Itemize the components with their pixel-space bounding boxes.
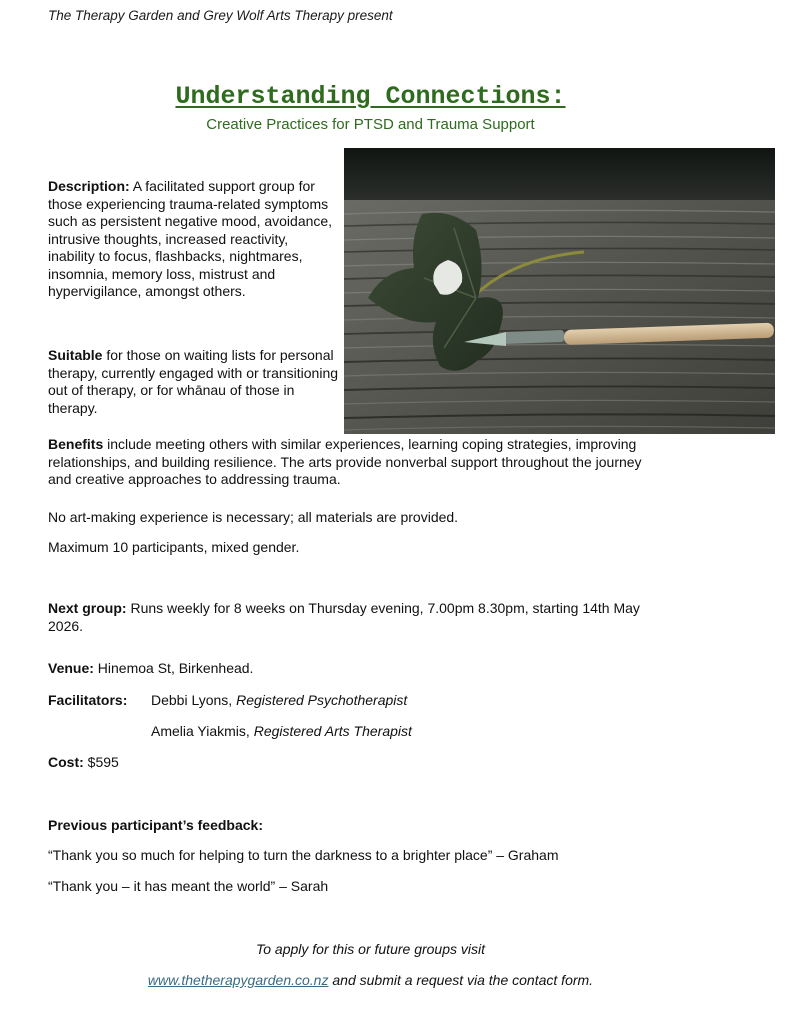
facilitator-role: Registered Arts Therapist <box>253 723 412 739</box>
facilitator-name: Debbi Lyons, <box>151 692 237 708</box>
suitable-text: for those on waiting lists for personal therapy, currently engaged with or transitioning out of therapy, or for whānau of those in therapy. <box>48 347 339 416</box>
facilitator-2 <box>151 723 412 741</box>
next-group-text: Runs weekly for 8 weeks on Thursday evening, 7.00pm 8.30pm, starting 14th May 2026. <box>48 600 640 634</box>
benefits-text: include meeting others with similar experiences, learning coping strategies, improving relationships, and building resilience. The arts provide nonverbal support throughout the journey and creative approaches to addressing trauma. <box>48 436 642 487</box>
suitable-paragraph <box>48 347 338 417</box>
page-subtitle: Creative Practices for PTSD and Trauma Support <box>206 116 535 133</box>
benefits-paragraph <box>48 436 648 489</box>
suitable-label: Suitable <box>48 347 103 363</box>
apply-line: To apply for this or future groups visit <box>255 941 486 957</box>
leaf-paintbrush-photo <box>344 148 775 434</box>
feedback-quote: “Thank you – it has meant the world” – Sarah <box>48 878 329 894</box>
facilitators-label: Facilitators: <box>48 692 128 708</box>
facilitator-role: Registered Psychotherapist <box>236 692 408 708</box>
description-label: Description: <box>48 178 130 194</box>
cost-label: Cost: <box>48 754 84 770</box>
feedback-heading: Previous participant’s feedback: <box>48 817 263 833</box>
no-experience-note: No art-making experience is necessary; all materials are provided. <box>48 509 459 525</box>
cost-value: $595 <box>83 754 119 770</box>
feedback-quote: “Thank you so much for helping to turn the darkness to a brighter place” – Graham <box>48 847 559 863</box>
description-paragraph <box>48 178 333 301</box>
description-text: A facilitated support group for those experiencing trauma-related symptoms such as persistent negative mood, avoidance, intrusive thoughts, increased reactivity, inability to focus, flashbacks, nightmares, insomnia, memory loss, mistrust and hypervigilance, amongst others. <box>48 178 333 299</box>
cost-line <box>48 754 119 772</box>
facilitator-name: Amelia Yiakmis, <box>151 723 254 739</box>
benefits-label: Benefits <box>48 436 104 452</box>
next-group-paragraph <box>48 600 658 635</box>
apply-instructions: and submit a request via the contact form. <box>328 972 594 988</box>
page-title: Understanding Connections: <box>175 82 566 111</box>
next-group-label: Next group: <box>48 600 127 616</box>
venue-label: Venue: <box>48 660 94 676</box>
facilitator-1 <box>151 692 407 710</box>
website-link[interactable]: www.thetherapygarden.co.nz <box>147 972 329 988</box>
venue-text: Hinemoa St, Birkenhead. <box>93 660 254 676</box>
venue-line <box>48 660 253 678</box>
max-participants-note: Maximum 10 participants, mixed gender. <box>48 539 300 555</box>
presenter-line: The Therapy Garden and Grey Wolf Arts Therapy present <box>48 8 393 23</box>
apply-link-line <box>0 972 741 990</box>
